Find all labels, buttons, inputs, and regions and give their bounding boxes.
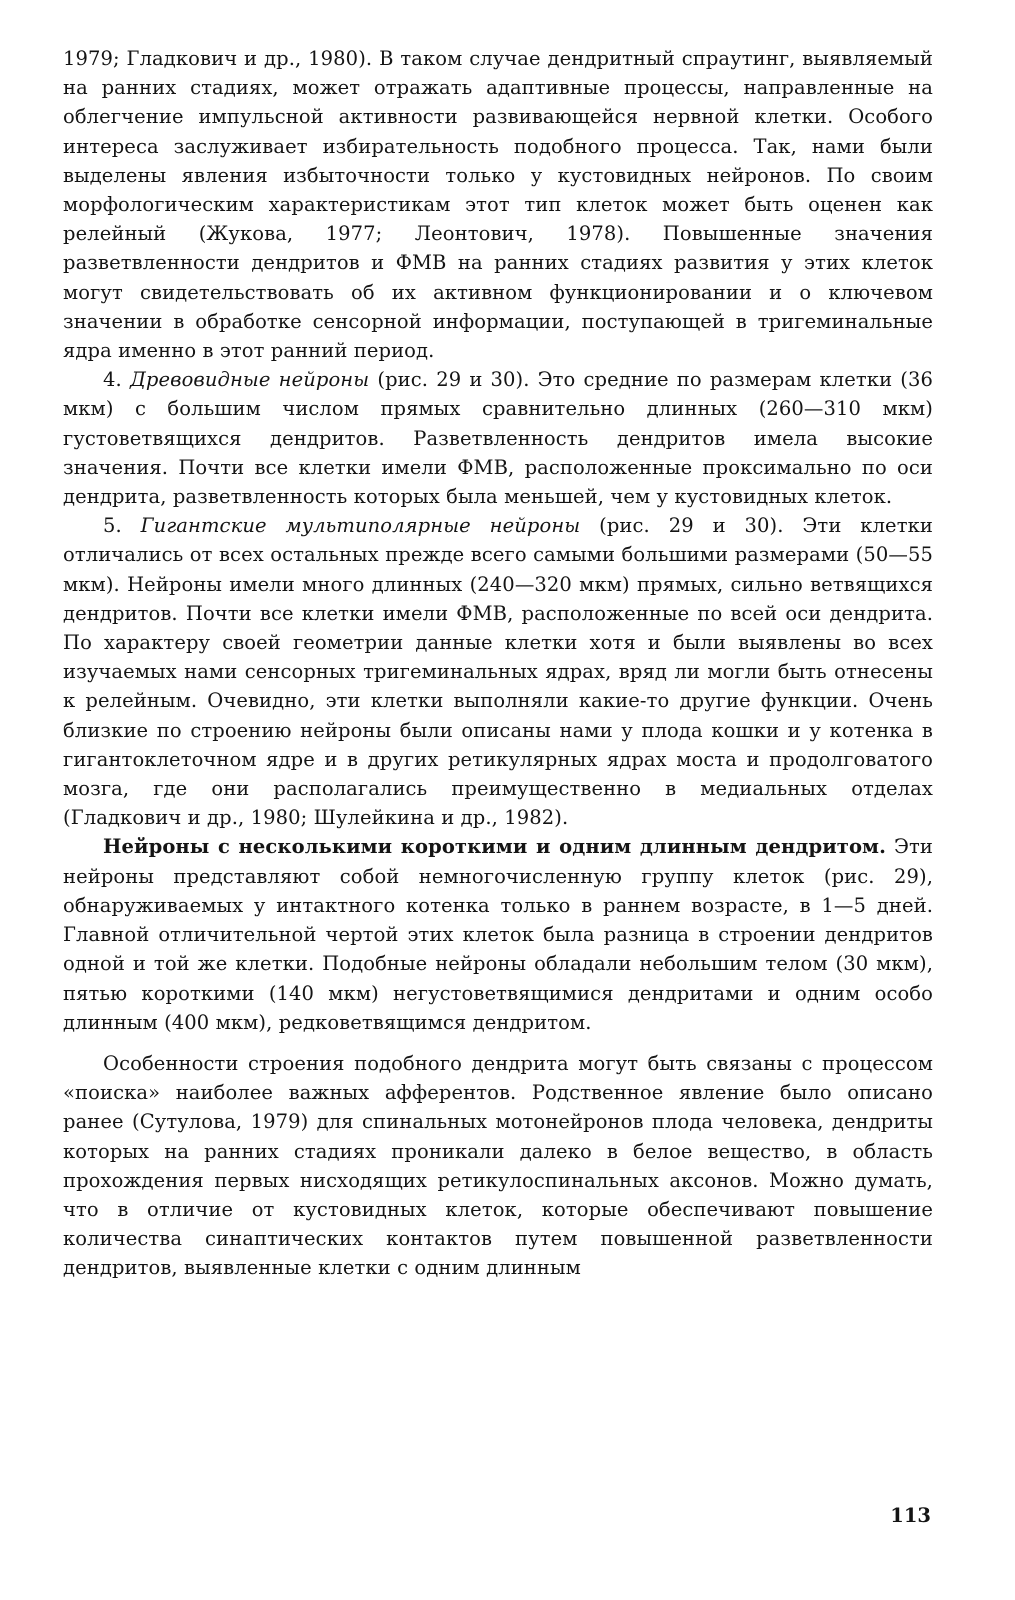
- paragraph-body: (рис. 29 и 30). Это средние по размерам клетки (36 мкм) с большим числом прямых сравнительно длинных (260—310 мкм) густоветвящихся дендритов. Разветвленность дендритов имела высокие значения. Почти все клетки имели ФМВ, расположенные проксимально по оси дендрита, разветвленность которых была меньшей, чем у кустовидных клеток.: [63, 368, 934, 509]
- page-text: [63, 44, 933, 1283]
- paragraph-body: (рис. 29 и 30). Эти клетки отличались от всех остальных прежде всего самыми большими размерами (50—55 мкм). Нейроны имели много длинных (240—320 мкм) прямых, сильно ветвящихся дендритов. Почти все клетки имели ФМВ, расположенные по всей оси дендрита. По характеру своей геометрии данные клетки хотя и были выявлены во всех изучаемых нами сенсорных тригеминальных ядрах, вряд ли могли быть отнесены к релейным. Очевидно, эти клетки выполняли какие-то другие функции. Очень близкие по строению нейроны были описаны нами у плода кошки и у котенка в гигантоклеточном ядре и в других ретикулярных ядрах моста и продолговатого мозга, где они располагались преимущественно в медиальных отделах (Гладкович и др., 1980; Шулейкина и др., 1982).: [63, 514, 933, 830]
- paragraph-arboreal-neurons: [63, 365, 933, 511]
- item-number: 5.: [103, 514, 122, 538]
- term-arboreal-neurons: Древовидные нейроны: [129, 368, 370, 392]
- paragraph-5: Особенности строения подобного дендрита могут быть связаны с процессом «поиска» наиболее важных афферентов. Родственное явление было описано ранее (Сутулова, 1979) для спинальных мотонейронов плода человека, дендриты которых на ранних стадиях проникали далеко в белое вещество, в область прохождения первых нисходящих ретикулоспинальных аксонов. Можно думать, что в отличие от кустовидных клеток, которые обеспечивают повышение количества синаптических контактов путем повышенной разветвленности дендритов, выявленные клетки с одним длинным: [63, 1051, 933, 1280]
- paragraph-body: Эти нейроны представляют собой немногочисленную группу клеток (рис. 29), обнаруживаемых у интактного котенка только в раннем возрасте, в 1—5 дней. Главной отличительной чертой этих клеток была разница в строении дендритов одной и той же клетки. Подобные нейроны обладали небольшим телом (30 мкм), пятью короткими (140 мкм) негустоветвящимися дендритами и одним особо длинным (400 мкм), редковетвящимся дендритом.: [63, 835, 933, 1034]
- term-giant-neurons: Гигантские мультиполярные нейроны: [140, 514, 581, 538]
- paragraph-long-dendrite-neurons: [63, 832, 933, 1036]
- item-number: 4.: [103, 368, 122, 392]
- section-heading: Нейроны с несколькими короткими и одним длинным дендритом.: [103, 835, 886, 859]
- paragraph-1: 1979; Гладкович и др., 1980). В таком случае дендритный спраутинг, выявляемый на ранних стадиях, может отражать адаптивные процессы, направленные на облегчение импульсной активности развивающейся нервной клетки. Особого интереса заслуживает избирательность подобного процесса. Так, нами были выделены явления избыточности только у кустовидных нейронов. По своим морфологическим характеристикам этот тип клеток может быть оценен как релейный (Жукова, 1977; Леонтович, 1978). Повышенные значения разветвленности дендритов и ФМВ на ранних стадиях развития у этих клеток могут свидетельствовать об их активном функционировании и о ключевом значении в обработке сенсорной информации, поступающей в тригеминальные ядра именно в этот ранний период.: [63, 47, 933, 363]
- paragraph-giant-neurons: [63, 511, 933, 832]
- page-number: 113: [890, 1504, 931, 1527]
